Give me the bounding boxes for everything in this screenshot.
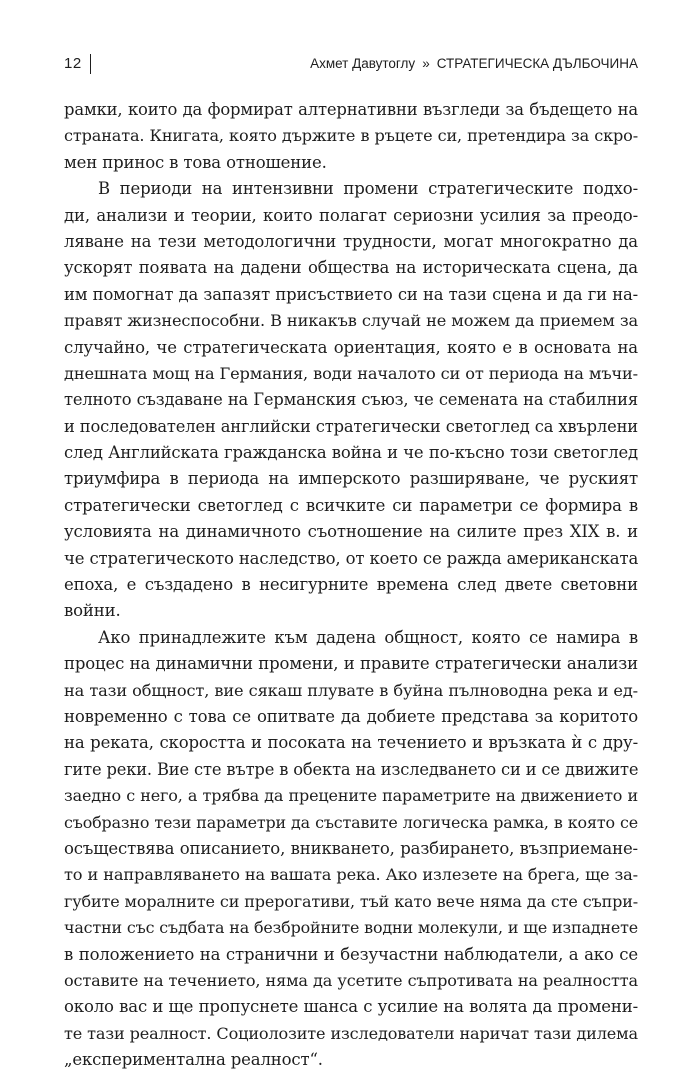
text-line: условията на динамичното съотношение на силите през XIX в. и [64, 522, 638, 542]
text-line: „експериментална реалност“. [64, 1050, 323, 1070]
text-line: ляване на тези методологични трудности, могат многократно да [64, 231, 638, 251]
text-line: те тази реалност. Социолозите изследователи наричат тази дилема [64, 1023, 638, 1043]
text-line: страната. Книгата, която държите в ръцете си, претендира за скро- [64, 126, 638, 146]
text-line: губите моралните си прерогативи, тъй като вече няма да сте съпри- [64, 891, 638, 911]
text-line: на реката, скоростта и посоката на течението и връзката ѝ с дру- [64, 733, 638, 753]
text-line: телното създаване на Германския съюз, че семената на стабилния [64, 390, 638, 410]
text-line: заедно с него, а трябва да прецените параметрите на движението и [64, 786, 638, 806]
body-text [64, 97, 638, 1073]
text-line: след Английската гражданска война и че по-късно този светоглед [64, 443, 638, 463]
text-line: в положението на странични и безучастни наблюдатели, а ако се [64, 944, 638, 964]
text-line: днешната мощ на Германия, води началото си от периода на мъчи- [64, 363, 638, 383]
text-line: войни. [64, 601, 121, 621]
text-line: ускорят появата на дадени общества на историческата сцена, да [64, 258, 638, 278]
text-line: епоха, е създадено в несигурните времена след двете световни [64, 575, 638, 595]
text-line: че стратегическото наследство, от което се ражда американската [64, 548, 639, 568]
running-header [64, 53, 638, 75]
header-author: Ахмет Давутоглу [310, 56, 416, 71]
text-line: оставите на течението, няма да усетите съпротивата на реалността [64, 970, 638, 990]
running-title [310, 53, 638, 75]
paragraph-first-line: Ако принадлежите към дадена общност, която се намира в [98, 627, 638, 647]
header-book-title: СТРАТЕГИЧЕСКА ДЪЛБОЧИНА [436, 56, 638, 71]
text-line: новременно с това се опитвате да добиете представа за коритото [64, 706, 638, 726]
text-line: случайно, че стратегическата ориентация, която е в основата на [64, 337, 638, 357]
text-line: около вас и ще пропуснете шанса с усилие на волята да промени- [64, 997, 638, 1017]
page-number-block [64, 53, 91, 75]
text-line: триумфира в периода на имперското разширяване, че руският [64, 469, 638, 489]
text-line: гите реки. Вие сте вътре в обекта на изследването си и се движите [64, 759, 639, 779]
text-line: рамки, които да формират алтернативни възгледи за бъдещето на [64, 100, 638, 119]
header-vertical-rule [90, 54, 92, 74]
text-line: съобразно тези параметри да съставите логическа рамка, в която се [64, 812, 638, 832]
text-line: мен принос в това отношение. [64, 152, 327, 172]
text-line: стратегически светоглед с всичките си параметри се формира в [64, 495, 638, 515]
text-line: и последователен английски стратегически светоглед са хвърлени [64, 416, 638, 436]
text-line: процес на динамични промени, и правите стратегически анализи [64, 654, 638, 674]
text-line: им помогнат да запазят присъствието си на тази сцена и да ги на- [64, 284, 638, 304]
text-line: то и направляването на вашата река. Ако излезете на брега, ще за- [64, 865, 638, 885]
page-number: 12 [64, 55, 82, 72]
text-line: правят жизнеспособни. В никакъв случай не можем да приемем за [64, 311, 638, 331]
text-line: на тази общност, вие сякаш плувате в буйна пълноводна река и ед- [64, 680, 638, 700]
paragraph-first-line: В периоди на интензивни промени стратегическите подхо- [98, 179, 638, 199]
header-separator: » [422, 56, 430, 71]
text-line: осъществява описанието, вникването, разбирането, възприемане- [64, 838, 638, 858]
text-line: частни със съдбата на безбройните водни молекули, и ще изпаднете [64, 918, 638, 938]
text-line: ди, анализи и теории, които полагат сериозни усилия за преодо- [64, 205, 638, 225]
